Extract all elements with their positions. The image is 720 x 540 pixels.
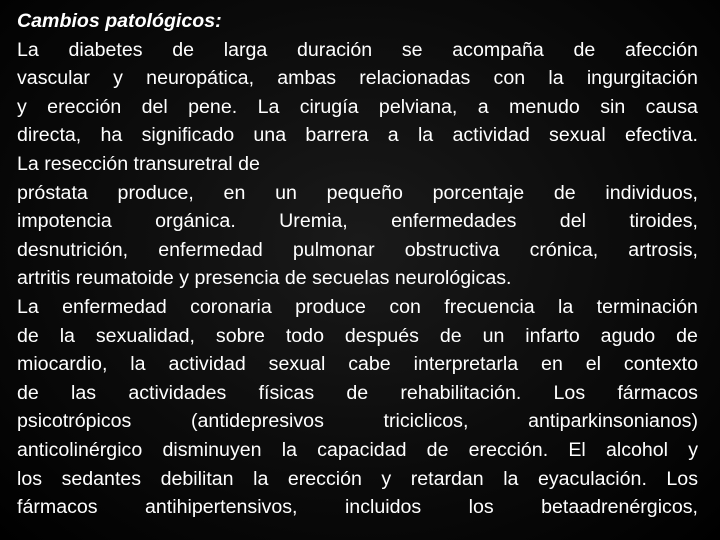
word: pene. <box>188 95 238 118</box>
word: actividad <box>452 124 530 147</box>
slide-title: Cambios patológicos: <box>17 10 222 32</box>
word: miocardio, <box>17 353 108 376</box>
word: erección. <box>468 438 549 461</box>
word: físicas <box>258 381 315 404</box>
word: a <box>387 124 399 147</box>
word: triciclicos, <box>383 410 469 433</box>
word: disminuyen <box>162 438 262 461</box>
word: cabe <box>348 353 391 376</box>
word: enfermedad <box>158 238 263 261</box>
text-line <box>17 236 698 265</box>
word: menudo <box>509 95 580 118</box>
word: fármacos <box>617 381 698 404</box>
word: un <box>482 324 505 347</box>
word: de <box>439 324 462 347</box>
word: acompaña <box>452 38 544 61</box>
word: de <box>573 38 596 61</box>
word: de <box>553 181 576 204</box>
word: y <box>688 438 698 461</box>
text-line <box>17 407 698 436</box>
word: un <box>275 181 297 204</box>
word: retardan <box>410 467 484 490</box>
word: frecuencia <box>444 295 535 318</box>
word: barrera <box>305 124 369 147</box>
word: sobre <box>215 324 265 347</box>
word: individuos, <box>605 181 698 204</box>
word: La <box>17 38 39 61</box>
word: de <box>346 381 369 404</box>
word: neuropática, <box>146 67 255 90</box>
word: agudo <box>600 324 656 347</box>
word: la <box>130 353 146 376</box>
word: terminación <box>596 295 698 318</box>
word: pulmonar <box>292 238 375 261</box>
word: Uremia, <box>279 210 348 233</box>
word: La <box>257 95 280 118</box>
text-line <box>17 350 698 379</box>
word: contexto <box>623 353 698 376</box>
word: los <box>468 496 494 519</box>
word: desnutrición, <box>17 238 129 261</box>
word: (antidepresivos <box>191 410 324 433</box>
word: impotencia <box>17 210 112 233</box>
word: infarto <box>525 324 580 347</box>
word: sedantes <box>61 467 142 490</box>
word: enfermedades <box>391 210 517 233</box>
word: alcohol <box>605 438 669 461</box>
word: cirugía <box>299 95 359 118</box>
word: de <box>172 38 195 61</box>
word: de <box>426 438 449 461</box>
word: betaadrenérgicos, <box>541 496 698 519</box>
word: antihipertensivos, <box>145 496 298 519</box>
paragraph-lines <box>17 36 698 522</box>
text-line: artritis reumatoide y presencia de secuelas neurológicas. <box>17 267 512 290</box>
word: duración <box>297 38 373 61</box>
word: sexual <box>549 124 606 147</box>
word: se <box>401 38 423 61</box>
word: actividad <box>168 353 246 376</box>
word: la <box>417 124 434 147</box>
word: debilitan <box>160 467 234 490</box>
word: larga <box>223 38 268 61</box>
text-line <box>17 379 698 408</box>
word: el <box>585 353 601 376</box>
word: orgánica. <box>155 210 236 233</box>
word: Los <box>666 467 698 490</box>
word: la <box>548 67 564 90</box>
word: y <box>381 467 392 490</box>
word: ambas <box>277 67 337 90</box>
word: con <box>389 295 421 318</box>
text-line <box>17 207 698 236</box>
word: sexual <box>268 353 326 376</box>
word: Los <box>553 381 586 404</box>
word: de <box>676 324 698 347</box>
word: en <box>223 181 246 204</box>
word: de <box>17 381 39 404</box>
word: todo <box>285 324 324 347</box>
word: ingurgitación <box>586 67 698 90</box>
word: pelviana, <box>378 95 458 118</box>
word: vascular <box>17 67 90 90</box>
text-line <box>17 293 698 322</box>
word: produce <box>295 295 366 318</box>
word: del <box>559 210 586 233</box>
word: fármacos <box>17 496 98 519</box>
word: produce, <box>117 181 194 204</box>
text-line: La resección transuretral de <box>17 152 260 175</box>
word: efectiva. <box>624 124 698 147</box>
word: erección <box>287 467 362 490</box>
word: erección <box>47 95 122 118</box>
text-line <box>17 93 698 122</box>
word: del <box>141 95 168 118</box>
word: de <box>17 324 39 347</box>
word: anticolinérgico <box>17 438 143 461</box>
word: relacionadas <box>359 67 471 90</box>
word: sin <box>600 95 626 118</box>
word: directa, <box>17 124 82 147</box>
text-line <box>17 436 698 465</box>
word: enfermedad <box>62 295 167 318</box>
word: crónica, <box>529 238 599 261</box>
word: afección <box>624 38 698 61</box>
word: con <box>493 67 526 90</box>
word: eyaculación. <box>537 467 647 490</box>
word: interpretarla <box>413 353 519 376</box>
word: la <box>558 295 574 318</box>
word: psicotrópicos <box>17 410 132 433</box>
word: incluidos <box>344 496 422 519</box>
word: tiroides, <box>629 210 698 233</box>
word: obstructiva <box>404 238 500 261</box>
text-line <box>17 121 698 150</box>
word: en <box>541 353 563 376</box>
word: actividades <box>128 381 227 404</box>
word: a <box>477 95 489 118</box>
text-line <box>17 465 698 494</box>
text-line <box>17 179 698 208</box>
word: y <box>17 95 27 118</box>
word: después <box>344 324 419 347</box>
text-line <box>17 64 698 93</box>
text-line <box>17 322 698 351</box>
word: significado <box>141 124 235 147</box>
word: la <box>503 467 519 490</box>
word: El <box>568 438 586 461</box>
word: rehabilitación. <box>400 381 522 404</box>
text-line <box>17 36 698 65</box>
word: la <box>253 467 269 490</box>
word: la <box>281 438 297 461</box>
word: próstata <box>17 181 88 204</box>
word: capacidad <box>317 438 407 461</box>
word: una <box>253 124 287 147</box>
word: La <box>17 295 39 318</box>
word: sexualidad, <box>95 324 196 347</box>
word: coronaria <box>190 295 272 318</box>
word: la <box>59 324 75 347</box>
word: diabetes <box>68 38 143 61</box>
word: ha <box>100 124 123 147</box>
word: las <box>71 381 97 404</box>
word: los <box>17 467 43 490</box>
slide-text-block <box>17 7 698 522</box>
word: porcentaje <box>432 181 525 204</box>
word: pequeño <box>326 181 403 204</box>
word: antiparkinsonianos) <box>528 410 698 433</box>
text-line <box>17 493 698 522</box>
word: y <box>113 67 123 90</box>
word: artrosis, <box>628 238 698 261</box>
word: causa <box>645 95 698 118</box>
